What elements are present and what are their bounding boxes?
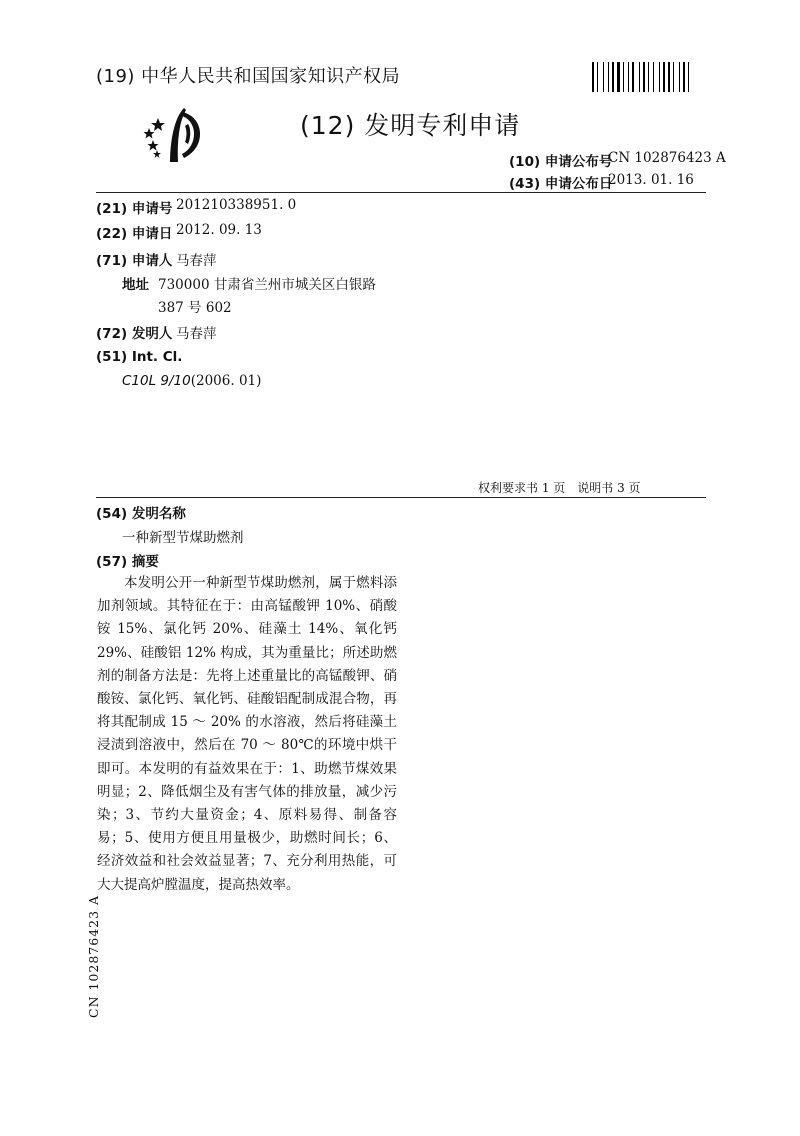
abstract-label: (57) 摘要 — [96, 554, 159, 570]
barcode-stripe — [655, 62, 658, 92]
barcode-stripe — [646, 62, 647, 92]
barcode-stripe — [608, 62, 609, 92]
ipc-code: C10L 9/10 — [122, 373, 191, 389]
ipc-version: (2006. 01) — [190, 373, 262, 389]
pub-date-label: (43) 申请公布日 — [509, 176, 613, 192]
barcode-stripe — [599, 62, 602, 92]
cnipa-logo-icon — [138, 104, 218, 164]
barcode-stripe — [679, 62, 680, 92]
barcode-stripe — [610, 62, 611, 92]
abstract-text: 本发明公开一种新型节煤助燃剂，属于燃料添加剂领域。其特征在于：由高锰酸钾 10%、硝酸铵 15%、氯化钙 20%、硅藻土 14%、氧化钙 29%、硅酸铝 12% 构成，其为重量比；所述助燃剂的制备方法是：先将上述重量比的高锰酸钾、硝酸铵、氯化钙、氧化钙、硅酸铝配制成混合物，再将其配制成 15 ～ 20% 的水溶液，然后将硅藻土浸渍到溶液中，然后在 70 ～ 80℃的环境中烘干即可。本发明的有益效果在于：1、助燃节煤效果明显；2、降低烟尘及有害气体的排放量，减少污染；3、节约大量资金；4、原料易得、制备容易；5、使用方便且用量极少，助燃时间长；6、经济效益和社会效益显著；7、充分利用热能，可大大提高炉膛温度，提高热效率。 — [97, 575, 397, 893]
barcode-stripe — [592, 62, 594, 92]
barcode-stripe — [630, 62, 631, 92]
barcode-stripe — [635, 62, 638, 92]
barcode-stripe — [666, 62, 667, 92]
barcode-stripe — [688, 62, 689, 92]
barcode-stripe — [612, 62, 614, 92]
invention-title-value: 一种新型节煤助燃剂 — [122, 530, 244, 546]
app-date-label: (22) 申请日 — [96, 226, 173, 242]
section-divider — [96, 497, 706, 498]
barcode-stripe — [659, 62, 660, 92]
app-number-value: 201210338951. 0 — [176, 197, 297, 213]
barcode-stripe — [621, 62, 622, 92]
barcode-stripe — [683, 62, 685, 92]
barcode-stripe — [673, 62, 674, 92]
barcode-stripe — [623, 62, 624, 92]
pub-date-value: 2013. 01. 16 — [608, 172, 694, 188]
barcode-stripe — [605, 62, 607, 92]
barcode-stripe — [650, 62, 652, 92]
barcode-stripe — [595, 62, 596, 92]
barcode-stripe — [617, 62, 620, 92]
barcode-stripe — [643, 62, 645, 92]
ipc-classification — [122, 373, 261, 389]
barcode-stripe — [661, 62, 662, 92]
app-number-label: (21) 申请号 — [96, 201, 173, 217]
inventor-label: (72) 发明人 — [96, 326, 173, 342]
address-line-1: 730000 甘肃省兰州市城关区白银路 — [158, 277, 376, 293]
inventor-value: 马春萍 — [176, 326, 217, 342]
barcode-stripe — [603, 62, 604, 92]
document-type-title: (12) 发明专利申请 — [300, 111, 521, 140]
applicant-label: (71) 申请人 — [96, 253, 173, 269]
barcode-stripe — [671, 62, 672, 92]
barcode-stripe — [663, 62, 665, 92]
office-name: (19) 中华人民共和国国家知识产权局 — [96, 66, 401, 87]
pub-number-value: CN 102876423 A — [608, 150, 726, 166]
int-cl-label: (51) Int. Cl. — [96, 349, 183, 365]
applicant-value: 马春萍 — [176, 253, 217, 269]
barcode-stripe — [597, 62, 598, 92]
barcode-stripe — [639, 62, 640, 92]
barcode-stripe — [632, 62, 634, 92]
app-date-value: 2012. 09. 13 — [176, 222, 262, 238]
barcode-stripe — [648, 62, 649, 92]
side-publication-code: CN 102876423 A — [86, 894, 101, 1018]
page-counts: 权利要求书 1 页 说明书 3 页 — [478, 481, 641, 495]
barcode-stripe — [681, 62, 682, 92]
barcode-icon — [592, 62, 712, 92]
pub-number-label: (10) 申请公布号 — [509, 154, 613, 170]
address-line-2: 387 号 602 — [158, 300, 232, 316]
barcode-stripe — [668, 62, 670, 92]
barcode-stripe — [615, 62, 616, 92]
address-label: 地址 — [122, 277, 149, 293]
barcode-stripe — [653, 62, 654, 92]
barcode-stripe — [641, 62, 642, 92]
barcode-stripe — [628, 62, 629, 92]
header-divider — [96, 192, 706, 193]
barcode-stripe — [675, 62, 678, 92]
barcode-stripe — [625, 62, 627, 92]
barcode-stripe — [690, 62, 692, 92]
invention-title-label: (54) 发明名称 — [96, 506, 186, 522]
barcode-stripe — [686, 62, 687, 92]
